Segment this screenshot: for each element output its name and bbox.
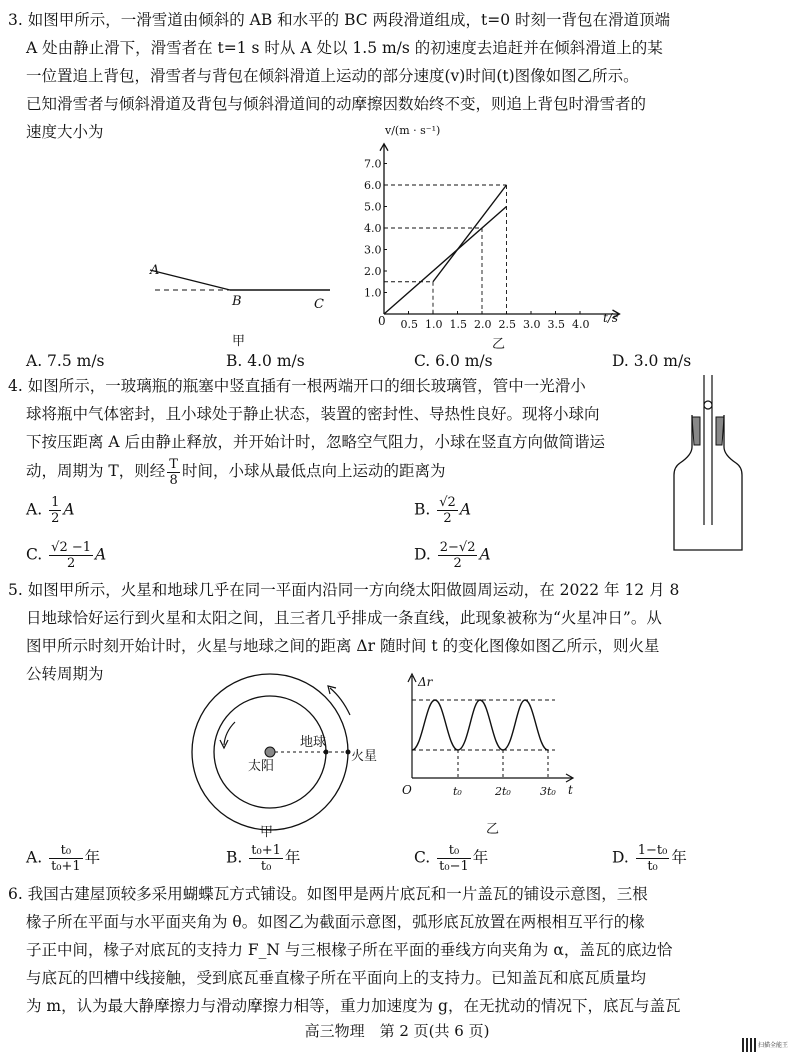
vt-y-tick-label: 3.0	[364, 243, 382, 257]
q3-line: 3. 如图甲所示，一滑雪道由倾斜的 AB 和水平的 BC 两段滑道组成，t=0 时刻一背包在滑道顶端	[8, 11, 671, 29]
dr-x-label: t	[568, 783, 573, 797]
fraction	[167, 457, 180, 488]
option-unit: 年	[284, 848, 301, 867]
option-label: A.	[26, 500, 43, 519]
q3-vt-chart	[340, 122, 640, 352]
dr-tick-t0: t₀	[453, 785, 462, 798]
vt-x-tick-label: 3.5	[547, 318, 565, 331]
sun-label: 太阳	[248, 759, 275, 774]
fraction-denominator: t₀−1	[439, 859, 469, 874]
earth-label: 地球	[300, 735, 327, 750]
mars-icon	[346, 750, 351, 755]
q4-bottle-figure	[670, 375, 750, 555]
q5-option-c[interactable]	[414, 843, 488, 874]
q3-line: A 处由静止滑下，滑雪者在 t=1 s 时从 A 处以 1.5 m/s 的初速度去追赶并在倾斜滑道上的某	[26, 39, 663, 57]
sun-icon	[265, 747, 275, 757]
q3-option-c[interactable]: C. 6.0 m/s	[414, 352, 493, 370]
q4-line	[26, 454, 445, 488]
option-label: D.	[414, 545, 431, 564]
dr-tick-2t0: 2t₀	[495, 785, 511, 798]
fraction-denominator: 2	[51, 511, 60, 526]
fig-caption-yi: 乙	[486, 822, 500, 837]
q4-text: 动，周期为 T，则经	[26, 462, 166, 480]
fraction-numerator: 1	[51, 495, 60, 510]
option-label: B.	[414, 500, 431, 519]
vt-series-line-2	[384, 207, 507, 315]
q6-line: 6. 我国古建屋顶较多采用蝴蝶瓦方式铺设。如图甲是两片底瓦和一片盖瓦的铺设示意图，三根	[8, 885, 648, 903]
vt-y-axis-label: v/(m · s⁻¹)	[385, 124, 441, 137]
fraction	[249, 843, 283, 874]
q5-line: 图甲所示时刻开始计时，火星与地球之间的距离 Δr 随时间 t 的变化图像如图乙所示，则火星	[26, 637, 660, 655]
q4-line: 4. 如图所示，一玻璃瓶的瓶塞中竖直插有一根两端开口的细长玻璃管，管中一光滑小	[8, 377, 586, 395]
q4-line: 下按压距离 A 后由静止释放，并开始计时，忽略空气阻力，小球在竖直方向做简谐运	[26, 433, 606, 451]
q4-option-d[interactable]	[414, 540, 491, 571]
vt-x-tick-label: 1.0	[425, 318, 443, 331]
q5-line: 日地球恰好运行到火星和太阳之间，且三者几乎排成一条直线，此现象被称为“火星冲日”。从	[26, 609, 662, 627]
q6-line: 与底瓦的凹槽中线接触，受到底瓦垂直椽子所在平面向上的支持力。已知盖瓦和底瓦质量均	[26, 969, 647, 987]
fraction	[437, 843, 471, 874]
slope-label-a: A	[150, 263, 160, 278]
fraction	[636, 843, 670, 874]
q6-line: 子正中间，椽子对底瓦的支持力 F_N 与三根椽子所在平面的垂线方向夹角为 α，盖瓦的底边恰	[26, 941, 673, 959]
q5-line: 5. 如图甲所示，火星和地球几乎在同一平面内沿同一方向绕太阳做圆周运动，在 2022 年 12 月 8	[8, 581, 680, 599]
qr-code-icon	[742, 1038, 756, 1052]
q3-slope-figure	[140, 250, 340, 360]
vt-y-tick-label: 2.0	[364, 265, 382, 278]
option-label: A.	[26, 848, 43, 867]
q3-line: 已知滑雪者与倾斜滑道及背包与倾斜滑道间的动摩擦因数始终不变，则追上背包时滑雪者的	[26, 95, 647, 113]
slope-label-c: C	[314, 297, 324, 312]
vt-x-tick-label: 3.0	[523, 318, 541, 331]
vt-y-tick-label: 4.0	[364, 222, 382, 235]
scanner-watermark: 扫描全能王	[758, 1042, 789, 1049]
fraction-numerator: √2	[439, 495, 456, 510]
vt-x-tick-label: 1.5	[449, 318, 467, 331]
vt-series-line-1	[433, 185, 507, 282]
option-unit: 年	[84, 848, 101, 867]
option-tail: A	[95, 545, 107, 564]
q6-line: 椽子所在平面与水平面夹角为 θ。如图乙为截面示意图，弧形底瓦放置在两根相互平行的椽	[26, 913, 645, 931]
q3-line: 一位置追上背包，滑雪者与背包在倾斜滑道上运动的部分速度(v)时间(t)图像如图乙所示。	[26, 67, 639, 85]
vt-x-tick-label: 0.5	[400, 318, 418, 331]
q4-option-c[interactable]	[26, 540, 106, 571]
q3-option-a[interactable]: A. 7.5 m/s	[26, 352, 105, 370]
q5-option-b[interactable]	[226, 843, 300, 874]
fraction-denominator: 2	[453, 556, 462, 571]
vt-y-tick-label: 5.0	[364, 200, 382, 214]
option-tail: A	[459, 500, 472, 519]
fraction-numerator: √2 −1	[51, 540, 92, 555]
option-tail: A	[479, 545, 491, 564]
q5-distance-figure	[400, 670, 580, 845]
fraction	[49, 540, 93, 571]
option-label: D.	[612, 848, 629, 867]
q5-option-a[interactable]	[26, 843, 100, 874]
fraction-numerator: T	[169, 456, 178, 472]
vt-x-tick-label: 4.0	[572, 318, 590, 331]
fig-caption-jia: 甲	[260, 825, 274, 840]
fraction-denominator: t₀+1	[51, 859, 81, 874]
q3-option-d[interactable]: D. 3.0 m/s	[612, 352, 692, 370]
option-label: C.	[414, 848, 431, 867]
page-footer: 高三物理 第 2 页(共 6 页)	[304, 1022, 490, 1040]
q4-option-b[interactable]	[414, 495, 471, 526]
q6-line: 为 m，认为最大静摩擦力与滑动摩擦力相等，重力加速度为 g，在无扰动的情况下，底瓦与盖瓦	[26, 997, 681, 1015]
fraction-denominator: t₀	[647, 859, 658, 874]
q5-orbit-figure	[180, 670, 390, 850]
option-tail: A	[63, 500, 75, 519]
fraction	[49, 495, 61, 526]
q4-line: 球将瓶中气体密封，且小球处于静止状态，装置的密封性、导热性良好。现将小球向	[26, 405, 600, 423]
q5-option-d[interactable]	[612, 843, 687, 874]
q3-option-b[interactable]: B. 4.0 m/s	[226, 352, 305, 370]
fraction-denominator: 2	[66, 556, 76, 571]
fraction-denominator: 2	[443, 511, 452, 526]
vt-y-tick-label: 1.0	[364, 286, 382, 300]
option-unit: 年	[472, 848, 489, 867]
q4-option-a[interactable]	[26, 495, 75, 526]
slope-label-b: B	[232, 294, 242, 309]
fraction-numerator: 1−t₀	[637, 843, 668, 858]
fraction	[437, 495, 458, 526]
vt-y-tick-label: 7.0	[364, 157, 382, 171]
fraction-numerator: t₀	[437, 843, 471, 859]
earth-icon	[324, 750, 329, 755]
fig-caption-yi: 乙	[492, 337, 506, 352]
dr-y-label: Δr	[418, 675, 433, 689]
fraction-denominator: 8	[169, 472, 178, 488]
option-label: C.	[26, 545, 43, 564]
fraction-denominator: t₀	[260, 859, 272, 874]
q4-text: 时间，小球从最低点向上运动的距离为	[181, 462, 446, 480]
ball-icon	[704, 401, 712, 409]
mars-label: 火星	[351, 749, 378, 764]
fig-caption-jia: 甲	[232, 334, 246, 349]
vt-origin-label: 0	[378, 314, 386, 328]
option-unit: 年	[671, 848, 687, 867]
vt-x-axis-label: t/s	[603, 311, 619, 325]
vt-x-tick-label: 2.0	[474, 318, 492, 331]
dr-origin-label: O	[402, 783, 412, 797]
dr-tick-3t0: 3t₀	[540, 785, 556, 798]
q5-line: 公转周期为	[26, 665, 104, 683]
fraction-numerator: t₀+1	[251, 843, 281, 858]
fraction	[49, 843, 83, 874]
vt-x-tick-label: 2.5	[498, 318, 516, 331]
fraction	[438, 540, 478, 571]
vt-y-tick-label: 6.0	[364, 179, 382, 192]
fraction-numerator: 2−√2	[439, 540, 476, 555]
option-label: B.	[226, 848, 243, 867]
q3-line: 速度大小为	[26, 123, 104, 141]
fraction-numerator: t₀	[49, 843, 83, 859]
